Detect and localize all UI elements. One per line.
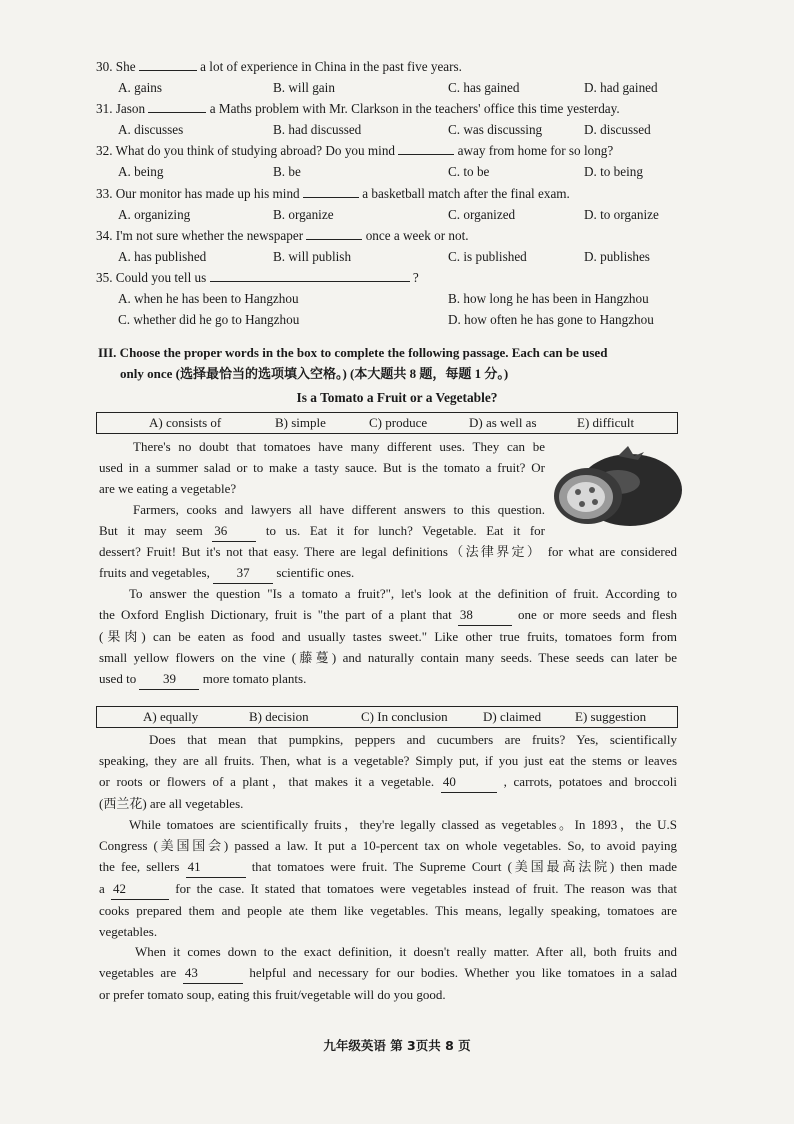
- answer-blank[interactable]: [303, 185, 359, 198]
- question-number: 30.: [96, 59, 113, 74]
- text-fragment: that tomatoes were fruit. The Supreme Court (美国最高法院) then made: [251, 859, 678, 874]
- blank-42[interactable]: 42: [111, 878, 169, 900]
- word-option: B) simple: [275, 415, 326, 430]
- paragraph-6: [99, 941, 677, 1005]
- options-34: [118, 248, 686, 266]
- option-b[interactable]: B. will publish: [273, 249, 352, 264]
- text-line: are we eating a vegetable?: [99, 481, 237, 496]
- word-option: E) suggestion: [575, 709, 647, 724]
- question-text: What do you think of studying abroad? Do you mind: [115, 143, 396, 158]
- text-line: [99, 668, 677, 690]
- option-a[interactable]: A. organizing: [118, 207, 191, 222]
- text-fragment: the Oxford English Dictionary, fruit is "the part of a plant that: [99, 607, 452, 622]
- blank-36[interactable]: 36: [212, 520, 256, 542]
- text-line: vegetables.: [99, 924, 158, 939]
- options-31: [118, 121, 686, 139]
- question-number: 31.: [96, 101, 113, 116]
- word-box-2: [96, 706, 678, 728]
- paragraph-2-cont: [99, 541, 677, 584]
- question-number: 35.: [96, 270, 113, 285]
- options-33: [118, 206, 686, 224]
- question-text: away from home for so long?: [457, 143, 614, 158]
- text-line: [99, 878, 677, 900]
- option-d[interactable]: D. had gained: [584, 80, 658, 95]
- question-text: I'm not sure whether the newspaper: [115, 228, 304, 243]
- question-text: She: [115, 59, 136, 74]
- question-text: Jason: [115, 101, 146, 116]
- text-line: dessert? Fruit! But it's not that easy. There are legal definitions（法律界定） for what are considered: [99, 544, 677, 559]
- question-number: 32.: [96, 143, 113, 158]
- text-fragment: to us. Eat it for lunch? Vegetable. Eat it for: [265, 523, 546, 538]
- text-fragment: , carrots, potatoes and broccoli: [503, 774, 677, 789]
- text-line: small yellow flowers on the vine (藤蔓) and naturally contain many seeds. These seeds can later be: [99, 650, 677, 665]
- text-fragment: But it may seem: [99, 523, 203, 538]
- option-d[interactable]: D. publishes: [584, 249, 650, 264]
- question-33: [96, 185, 686, 203]
- word-option: B) decision: [249, 709, 309, 724]
- text-fragment: more tomato plants.: [202, 671, 307, 686]
- question-31: [96, 100, 686, 118]
- word-option: A) consists of: [149, 415, 222, 430]
- question-number: 34.: [96, 228, 113, 243]
- paragraph-5: [99, 814, 677, 942]
- text-fragment: for the case. It stated that tomatoes were vegetables instead of fruit. The reason was that: [175, 881, 678, 896]
- text-fragment: the fee, sellers: [99, 859, 180, 874]
- passage-title: Is a Tomato a Fruit or a Vegetable?: [296, 390, 498, 405]
- option-a[interactable]: A. discusses: [118, 122, 184, 137]
- question-text: once a week or not.: [365, 228, 469, 243]
- question-text: a lot of experience in China in the past five years.: [200, 59, 462, 74]
- text-line: [99, 562, 677, 584]
- word-option: D) claimed: [483, 709, 542, 724]
- word-option: C) In conclusion: [361, 709, 448, 724]
- text-fragment: vegetables are: [99, 965, 177, 980]
- option-b[interactable]: B. will gain: [273, 80, 335, 95]
- text-fragment: or roots or flowers of a plant，that makes it a vegetable.: [99, 774, 435, 789]
- option-c[interactable]: C. organized: [448, 207, 516, 222]
- option-b[interactable]: B. be: [273, 164, 301, 179]
- answer-blank[interactable]: [210, 269, 410, 282]
- text-fragment: one or more seeds and flesh: [518, 607, 678, 622]
- paragraph-3: [99, 583, 677, 690]
- option-d[interactable]: D. discussed: [584, 122, 651, 137]
- text-line: [99, 771, 677, 793]
- question-text: Our monitor has made up his mind: [115, 186, 300, 201]
- blank-40[interactable]: 40: [441, 771, 497, 793]
- options-35-row1: [118, 290, 686, 308]
- answer-blank[interactable]: [148, 100, 206, 113]
- paragraph-4: [99, 729, 677, 814]
- question-30: [96, 58, 686, 76]
- option-b[interactable]: B. how long he has been in Hangzhou: [448, 291, 649, 306]
- word-option: A) equally: [143, 709, 199, 724]
- question-34: [96, 227, 686, 245]
- text-line: [99, 962, 677, 984]
- text-fragment: fruits and vegetables,: [99, 565, 210, 580]
- text-line: (西兰花) are all vegetables.: [99, 796, 244, 811]
- option-c[interactable]: C. is published: [448, 249, 527, 264]
- text-line: Farmers, cooks and lawyers all have different answers to this question.: [133, 502, 545, 517]
- option-a[interactable]: A. has published: [118, 249, 207, 264]
- text-line: [99, 856, 677, 878]
- text-fragment: scientific ones.: [276, 565, 355, 580]
- text-line: (果肉) can be eaten as food and usually tastes sweet." Like other true fruits, tomatoes form from: [99, 629, 677, 644]
- text-line: When it comes down to the exact definition, it doesn't really matter. After all, both fruits and: [135, 944, 677, 959]
- option-c[interactable]: C. has gained: [448, 80, 520, 95]
- options-35-row2: [118, 311, 686, 329]
- question-32: [96, 142, 686, 160]
- options-30: [118, 79, 686, 97]
- answer-blank[interactable]: [398, 142, 454, 155]
- text-line: or prefer tomato soup, eating this fruit/vegetable will do you good.: [99, 987, 446, 1002]
- blank-39[interactable]: 39: [139, 668, 199, 690]
- text-fragment: helpful and necessary for our bodies. Whether you like tomatoes in a salad: [249, 965, 677, 980]
- answer-blank[interactable]: [139, 58, 197, 71]
- text-line: speaking, they are all fruits. Then, what is a vegetable? Simply put, if you just eat the stems or leaves: [99, 753, 677, 768]
- answer-blank[interactable]: [306, 227, 362, 240]
- section-heading: [98, 342, 688, 384]
- option-a[interactable]: A. when he has been to Hangzhou: [118, 291, 299, 306]
- option-c[interactable]: C. to be: [448, 164, 490, 179]
- blank-41[interactable]: 41: [186, 856, 246, 878]
- word-option: D) as well as: [469, 415, 537, 430]
- blank-43[interactable]: 43: [183, 962, 243, 984]
- blank-37[interactable]: 37: [213, 562, 273, 584]
- text-line: There's no doubt that tomatoes have many different uses. They can be: [133, 439, 545, 454]
- text-line: To answer the question "Is a tomato a fruit?", let's look at the definition of fruit. According to: [129, 586, 677, 601]
- text-line: cooks prepared them and people ate them like vegetables. This means, legally speaking, tomatoes are: [99, 903, 677, 918]
- option-c[interactable]: C. whether did he go to Hangzhou: [118, 312, 300, 327]
- blank-38[interactable]: 38: [458, 604, 512, 626]
- question-text: ?: [412, 270, 419, 285]
- option-b[interactable]: B. had discussed: [273, 122, 362, 137]
- tomato-image: [548, 442, 686, 528]
- option-d[interactable]: D. to being: [584, 164, 643, 179]
- text-fragment: used to: [99, 671, 137, 686]
- question-number: 33.: [96, 186, 113, 201]
- option-c[interactable]: C. was discussing: [448, 122, 543, 137]
- paragraph-2: [99, 499, 545, 542]
- question-text: a basketball match after the final exam.: [362, 186, 570, 201]
- option-a[interactable]: A. gains: [118, 80, 162, 95]
- text-line: [99, 604, 677, 626]
- question-text: a Maths problem with Mr. Clarkson in the teachers' office this time yesterday.: [209, 101, 620, 116]
- text-line: [99, 520, 545, 542]
- question-text: Could you tell us: [115, 270, 207, 285]
- option-d[interactable]: D. to organize: [584, 207, 659, 222]
- text-line: Congress (美国国会) passed a law. It put a 10-percent tax on whole vegetables. So, to avoid paying: [99, 838, 677, 853]
- text-line: While tomatoes are scientifically fruits，they're legally classed as vegetables。In 1893，the U.S: [129, 817, 677, 832]
- question-35: [96, 269, 686, 287]
- word-option: E) difficult: [577, 415, 635, 430]
- option-a[interactable]: A. being: [118, 164, 164, 179]
- paragraph-1: [99, 436, 545, 499]
- options-32: [118, 163, 686, 181]
- section-instruction: only once (选择最恰当的选项填入空格。) (本大题共 8 题，每题 1 分。): [120, 366, 509, 381]
- text-line: Does that mean that pumpkins, peppers and cucumbers are fruits? Yes, scientifically: [149, 732, 677, 747]
- word-box-1: [96, 412, 678, 434]
- text-fragment: a: [99, 881, 105, 896]
- option-b[interactable]: B. organize: [273, 207, 334, 222]
- option-d[interactable]: D. how often he has gone to Hangzhou: [448, 312, 654, 327]
- text-line: used in a summer salad or to make a tasty sauce. But is the tomato a fruit? Or: [99, 460, 545, 475]
- section-instruction: III. Choose the proper words in the box to complete the following passage. Each can be used: [98, 345, 608, 360]
- word-option: C) produce: [369, 415, 428, 430]
- page-footer: 九年级英语 第 3页共 8 页: [323, 1038, 471, 1053]
